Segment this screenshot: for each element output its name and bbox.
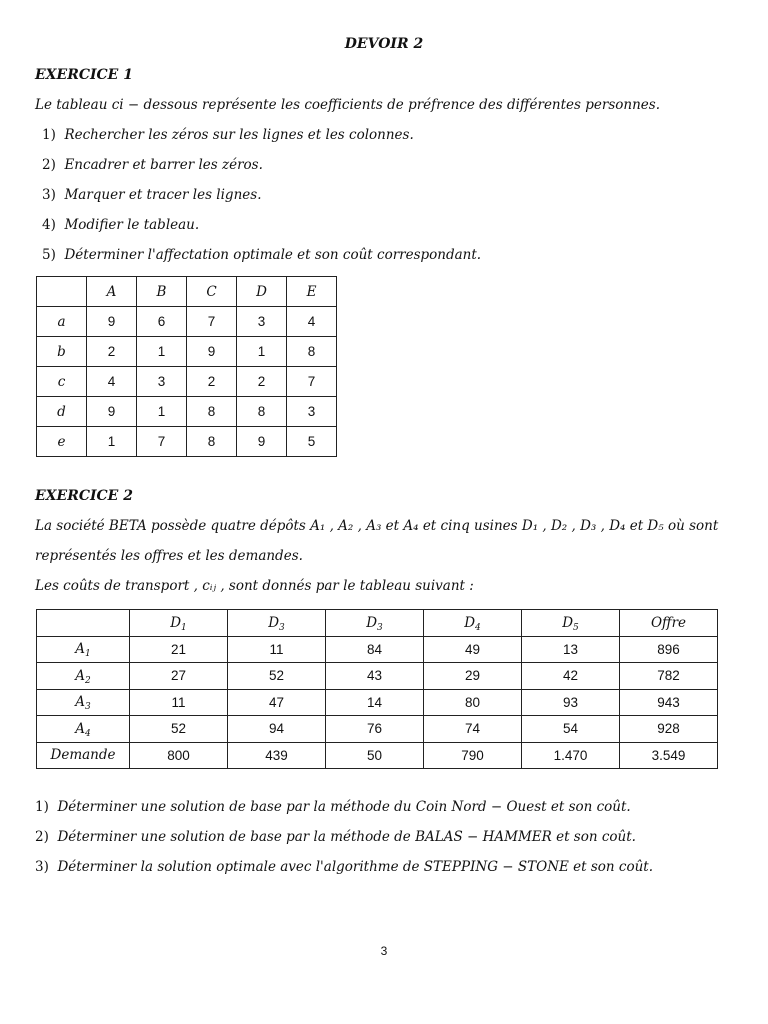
item-text: Déterminer l'affectation optimale et son coût correspondant. — [64, 247, 482, 263]
row-header: b — [37, 337, 87, 367]
column-header: E — [287, 277, 337, 307]
transport-cost-table — [36, 609, 718, 769]
row-header: $A_2$ — [37, 663, 130, 690]
table-cell: 9 — [87, 397, 137, 427]
exercise-1-item — [42, 157, 263, 173]
column-header: B — [137, 277, 187, 307]
table-cell: 27 — [130, 663, 228, 690]
exercise-2-item — [35, 799, 631, 815]
table-row — [37, 367, 337, 397]
table-cell: 21 — [130, 636, 228, 663]
exercise-1-item — [42, 187, 261, 203]
exercise-1-intro: Le tableau ci − dessous représente les coefficients de préfrence des différentes personnes. — [35, 97, 660, 113]
table-cell: 74 — [424, 716, 522, 743]
column-header: A — [87, 277, 137, 307]
table-cell: 2 — [237, 367, 287, 397]
table-cell: 9 — [87, 307, 137, 337]
table-cell: 9 — [187, 337, 237, 367]
table-cell: 84 — [326, 636, 424, 663]
exercise-2-intro-line: représentés les offres et les demandes. — [35, 548, 303, 564]
table-cell: 47 — [228, 689, 326, 716]
table-cell: 14 — [326, 689, 424, 716]
column-header-offre: Offre — [620, 610, 718, 637]
table-cell: 43 — [326, 663, 424, 690]
table-cell: 3.549 — [620, 742, 718, 769]
table-cell: 80 — [424, 689, 522, 716]
table-cell: 29 — [424, 663, 522, 690]
table-corner-cell — [37, 610, 130, 637]
table-cell: 3 — [137, 367, 187, 397]
row-header: Demande — [37, 742, 130, 769]
column-header: D — [237, 277, 287, 307]
table-cell: 54 — [522, 716, 620, 743]
table-cell: 1 — [137, 337, 187, 367]
table-cell: 11 — [228, 636, 326, 663]
table-header-row — [37, 277, 337, 307]
row-header: a — [37, 307, 87, 337]
page-title: DEVOIR 2 — [344, 36, 424, 52]
item-number: 3) — [35, 859, 49, 875]
table-row — [37, 397, 337, 427]
table-cell: 7 — [137, 427, 187, 457]
item-text: Encadrer et barrer les zéros. — [64, 157, 263, 173]
table-cell: 3 — [237, 307, 287, 337]
table-row — [37, 636, 718, 663]
exercise-1-item — [42, 217, 199, 233]
table-cell: 76 — [326, 716, 424, 743]
table-row — [37, 663, 718, 690]
exercise-1-item — [42, 247, 481, 263]
item-number: 1) — [35, 799, 49, 815]
table-cell: 5 — [287, 427, 337, 457]
table-cell: 4 — [287, 307, 337, 337]
item-text: Déterminer une solution de base par la méthode du Coin Nord − Ouest et son coût. — [57, 799, 631, 815]
item-text: Marquer et tracer les lignes. — [64, 187, 262, 203]
column-header: C — [187, 277, 237, 307]
item-number: 2) — [42, 157, 56, 173]
exercise-2-intro-line: La société BETA possède quatre dépôts A₁ , A₂ , A₃ et A₄ et cinq usines D₁ , D₂ , D₃ , D₄ et D₅ où sont — [35, 518, 719, 534]
table-cell: 52 — [228, 663, 326, 690]
table-cell: 943 — [620, 689, 718, 716]
table-row-demande — [37, 742, 718, 769]
table-row — [37, 427, 337, 457]
exercise-2-heading: EXERCICE 2 — [35, 488, 133, 504]
item-number: 2) — [35, 829, 49, 845]
item-text: Modifier le tableau. — [64, 217, 200, 233]
table-corner-cell — [37, 277, 87, 307]
item-text: Déterminer une solution de base par la méthode de BALAS − HAMMER et son coût. — [57, 829, 636, 845]
table-cell: 800 — [130, 742, 228, 769]
table-cell: 4 — [87, 367, 137, 397]
table-cell: 8 — [287, 337, 337, 367]
table-cell: 50 — [326, 742, 424, 769]
column-header: $D_3$ — [326, 610, 424, 637]
item-text: Déterminer la solution optimale avec l'algorithme de STEPPING − STONE et son coût. — [57, 859, 654, 875]
exercise-1-heading: EXERCICE 1 — [35, 67, 133, 83]
table-cell: 42 — [522, 663, 620, 690]
column-header: $D_4$ — [424, 610, 522, 637]
table-cell: 7 — [287, 367, 337, 397]
table-cell: 1 — [237, 337, 287, 367]
column-header: $D_5$ — [522, 610, 620, 637]
table-cell: 790 — [424, 742, 522, 769]
table-cell: 3 — [287, 397, 337, 427]
row-header: $A_3$ — [37, 689, 130, 716]
exercise-2-intro-line: Les coûts de transport , cᵢⱼ , sont donnés par le tableau suivant : — [35, 578, 474, 594]
table-row — [37, 689, 718, 716]
preference-table — [36, 276, 337, 457]
item-number: 1) — [42, 127, 56, 143]
column-header: $D_3$ — [228, 610, 326, 637]
table-cell: 52 — [130, 716, 228, 743]
table-cell: 1 — [87, 427, 137, 457]
item-number: 4) — [42, 217, 56, 233]
row-header: c — [37, 367, 87, 397]
item-number: 3) — [42, 187, 56, 203]
page-number: 3 — [380, 944, 388, 958]
table-cell: 8 — [187, 427, 237, 457]
table-cell: 928 — [620, 716, 718, 743]
table-cell: 2 — [187, 367, 237, 397]
table-cell: 9 — [237, 427, 287, 457]
table-cell: 13 — [522, 636, 620, 663]
table-cell: 1.470 — [522, 742, 620, 769]
table-cell: 2 — [87, 337, 137, 367]
row-header: $A_1$ — [37, 636, 130, 663]
table-cell: 49 — [424, 636, 522, 663]
row-header: $A_4$ — [37, 716, 130, 743]
table-cell: 8 — [187, 397, 237, 427]
row-header: d — [37, 397, 87, 427]
table-cell: 782 — [620, 663, 718, 690]
table-cell: 94 — [228, 716, 326, 743]
table-header-row — [37, 610, 718, 637]
table-cell: 439 — [228, 742, 326, 769]
table-row — [37, 716, 718, 743]
table-cell: 1 — [137, 397, 187, 427]
table-cell: 6 — [137, 307, 187, 337]
exercise-2-item — [35, 829, 636, 845]
table-cell: 93 — [522, 689, 620, 716]
column-header: $D_1$ — [130, 610, 228, 637]
item-number: 5) — [42, 247, 56, 263]
table-row — [37, 337, 337, 367]
table-cell: 8 — [237, 397, 287, 427]
row-header: e — [37, 427, 87, 457]
table-cell: 896 — [620, 636, 718, 663]
exercise-1-item — [42, 127, 414, 143]
exercise-2-item — [35, 859, 653, 875]
table-row — [37, 307, 337, 337]
table-cell: 7 — [187, 307, 237, 337]
table-cell: 11 — [130, 689, 228, 716]
item-text: Rechercher les zéros sur les lignes et les colonnes. — [64, 127, 414, 143]
